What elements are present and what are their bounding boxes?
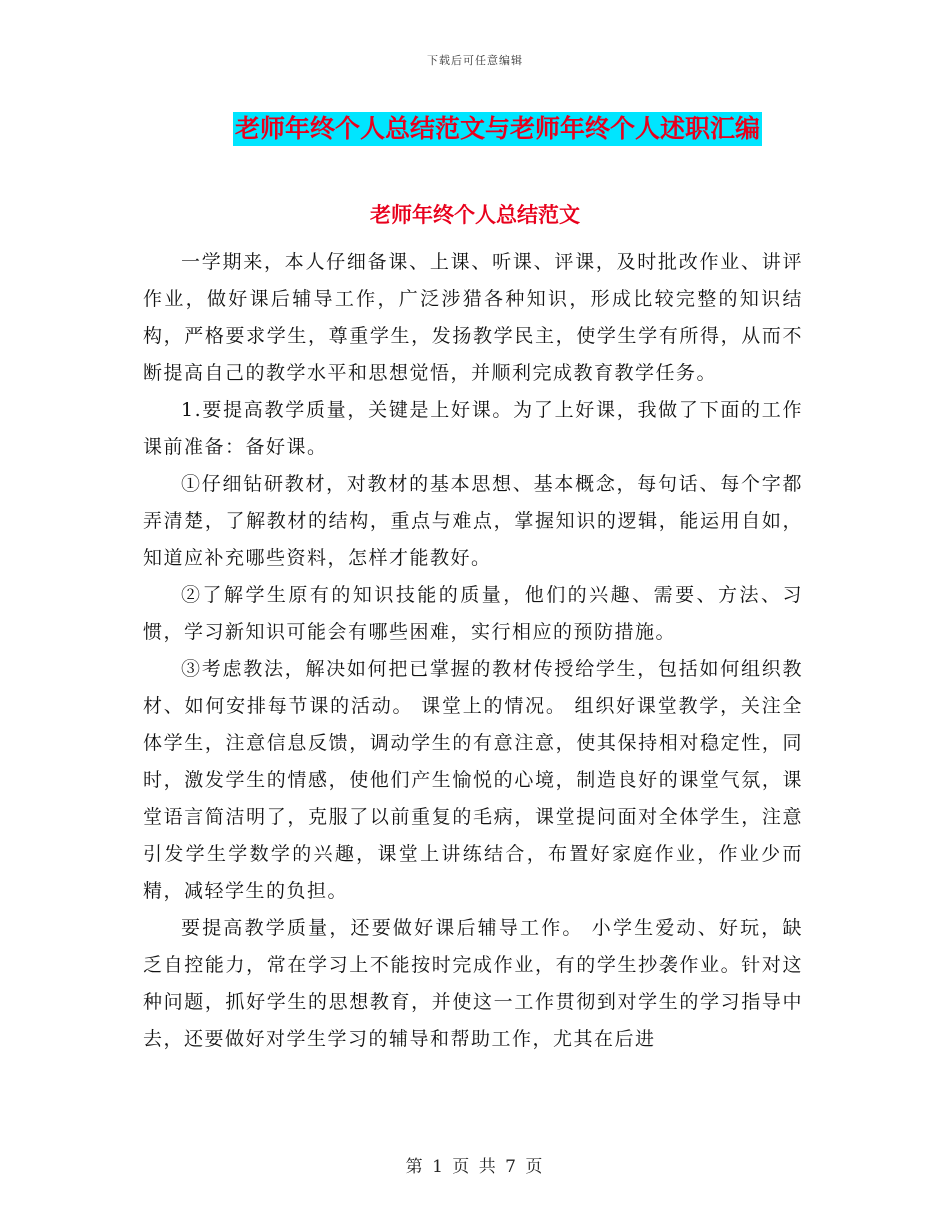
paragraph: 1.要提高教学质量，关键是上好课。为了上好课，我做了下面的工作 课前准备：备好课。 [143, 399, 803, 458]
document-title-container [0, 112, 950, 146]
document-title: 老师年终个人总结范文与老师年终个人述职汇编 [233, 112, 762, 146]
document-body [143, 244, 803, 1058]
page-number-footer: 第 1 页 共 7 页 [405, 1157, 545, 1177]
paragraph: ②了解学生原有的知识技能的质量，他们的兴趣、需要、方法、习惯，学习新知识可能会有哪些困难，实行相应的预防措施。 [143, 584, 803, 643]
section-title: 老师年终个人总结范文 [370, 202, 580, 227]
paragraph: 一学期来，本人仔细备课、上课、听课、评课，及时批改作业、讲评作业，做好课后辅导工作，广泛涉猎各种知识，形成比较完整的知识结构，严格要求学生，尊重学生，发扬教学民主，使学生学有所得，从而不断提高自己的教学水平和思想觉悟，并顺利完成教育教学任务。 [143, 251, 803, 384]
paragraph: ①仔细钻研教材，对教材的基本思想、基本概念，每句话、每个字都弄清楚，了解教材的结构，重点与难点，掌握知识的逻辑，能运用自如，知道应补充哪些资料，怎样才能教好。 [143, 473, 803, 569]
paragraph: 要提高教学质量，还要做好课后辅导工作。 小学生爱动、好玩，缺乏自控能力，常在学习上不能按时完成作业，有的学生抄袭作业。针对这种问题，抓好学生的思想教育，并使这一工作贯彻到对学生的学习指导中去，还要做好对学生学习的辅导和帮助工作，尤其在后进 [143, 917, 803, 1050]
paragraph: ③考虑教法，解决如何把已掌握的教材传授给学生，包括如何组织教材、如何安排每节课的活动。 课堂上的情况。 组织好课堂教学，关注全体学生，注意信息反馈，调动学生的有意注意，使其保持相对稳定性，同时，激发学生的情感，使他们产生愉悦的心境，制造良好的课堂气氛，课堂语言简洁明了，克服了以前重复的毛病，课堂提问面对全体学生，注意引发学生学数学的兴趣，课堂上讲练结合，布置好家庭作业，作业少而精，减轻学生的负担。 [143, 658, 803, 902]
page-header-note: 下载后可任意编辑 [427, 54, 523, 67]
